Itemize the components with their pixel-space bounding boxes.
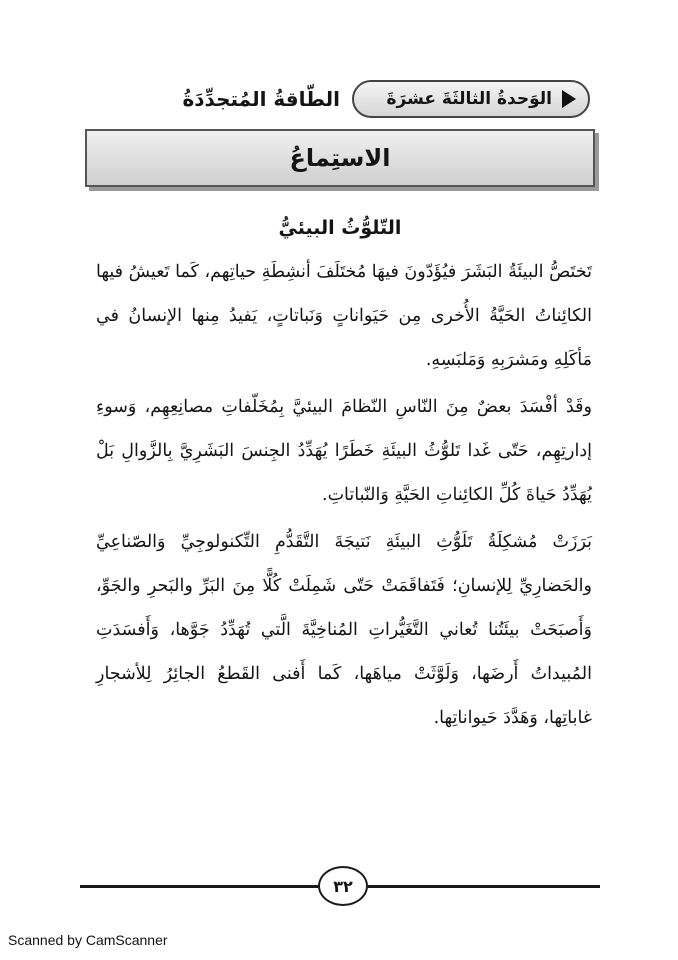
- unit-label: الوَحدةُ الثالثَةَ عشرَةَ: [386, 89, 552, 109]
- paragraph: وقَدْ أفْسَدَ بعضٌ مِنَ النّاسِ النّظامَ البيئيَّ بِمُخَلّفاتِ مصانِعِهِم، وَسوءِ إدارتِهِم، حَتّى غَدا تَلوُّثُ البيئَةِ خَطَرًا يُهَدِّدُ الجِنسَ البَشَرِيَّ بِالزَّوالِ بَلْ يُهَدِّدُ حَياةَ كُلِّ الكائِناتِ الحَيَّةِ وَالنّباتاتِ.: [96, 397, 592, 505]
- paragraph: بَرَزَتْ مُشكِلَةُ تَلَوُّثِ البيئَةِ نَتيجَةَ التَّقَدُّمِ التِّكنولوجِيِّ وَالصّناعِيِّ والحَضارِيِّ لِلإنسانِ؛ فَتَفاقَمَتْ حَتّى شَمِلَتْ كُلًّا مِنَ البَرِّ والبَحرِ والجَوِّ، وَأَصبَحَتْ بيئَتُنا تُعاني التَّغَيُّراتِ المُناخِيَّةَ الَّتي تُهَدِّدُ جَوَّها، وَأَفسَدَتِ المُبيداتُ أَرضَها، وَلَوَّثَتْ مياهَها، كَما أَفنى القَطعُ الجائِرُ لِلأشجارِ غاباتِها، وَهَدَّدَ حَيواناتِها.: [96, 532, 592, 728]
- article-title: التّلوُّثُ البيئيُّ: [278, 217, 402, 239]
- section-banner: [85, 129, 595, 187]
- paragraph: تَختَصُّ البيئَةُ البَشَرَ فيُؤَدّونَ فيهَا مُختَلَفَ أنشِطَةِ حياتِهم، كَما تَعيشُ فيها الكائِناتُ الحَيَّةُ الأُخرى مِن حَيَواناتٍ وَنَباتاتٍ، يَفيدُ مِنها الإنسانُ في مَأكَلِهِ ومَشرَبِهِ وَمَلبَسِهِ.: [96, 262, 592, 370]
- section-title: الاستِماعُ: [289, 144, 391, 172]
- unit-topic: الطّاقةُ المُتجدِّدَةُ: [182, 87, 340, 111]
- footer-rule-right: [368, 885, 600, 888]
- page-number: ٣٢: [318, 866, 368, 906]
- play-icon: [562, 90, 576, 108]
- unit-badge: [352, 80, 590, 118]
- footer-rule-left: [80, 885, 318, 888]
- scanner-watermark: Scanned by CamScanner: [8, 932, 168, 948]
